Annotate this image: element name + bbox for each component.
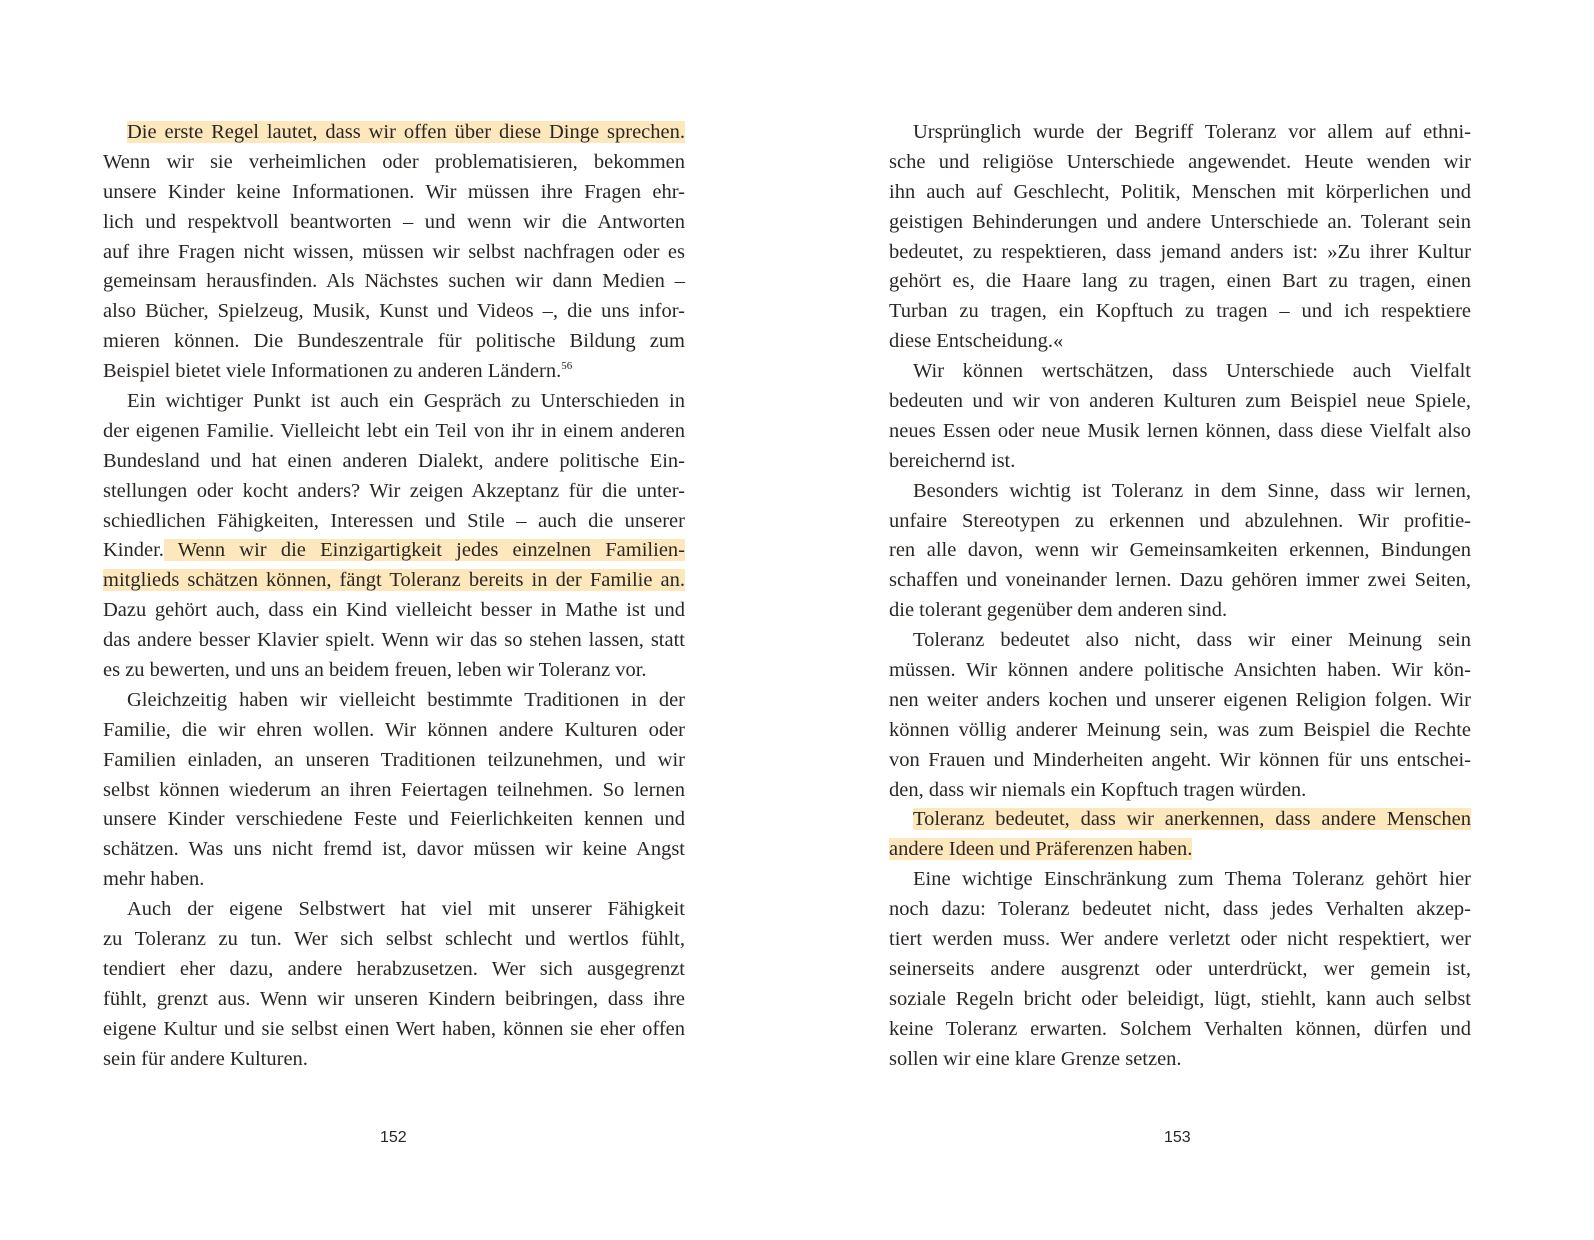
line-text: Turban zu tragen, ein Kopftuch zu tragen – und ich respektiere [889,300,1471,323]
line-text: schaffen und voneinander lernen. Dazu gehören immer zwei Seiten, [889,569,1471,592]
line-text: den, dass wir niemals ein Kopftuch tragen würden. [889,778,1307,801]
text-line [103,895,685,925]
text-line [103,746,685,776]
line-text: seinerseits andere ausgrenzt oder unterdrückt, wer gemein ist, [889,957,1471,980]
text-line [103,507,685,537]
line-text: neues Essen oder neue Musik lernen können, dass diese Vielfalt also [889,419,1471,442]
text-line [103,477,685,507]
text-line [889,746,1471,776]
line-text: von Frauen und Minderheiten angeht. Wir können für uns entschei- [889,748,1471,771]
line-text: bedeuten und wir von anderen Kulturen zum Beispiel neue Spiele, [889,390,1471,413]
line-text: müssen. Wir können andere politische Ansichten haben. Wir kön- [889,659,1471,682]
line-text: nen weiter anders kochen und unserer eigenen Religion folgen. Wir [889,688,1471,711]
line-text: tendiert eher dazu, andere herabzusetzen. Wer sich ausgegrenzt [103,957,685,980]
text-line [889,417,1471,447]
text-line [103,925,685,955]
highlighted-text: Die erste Regel lautet, dass wir offen über diese Dinge sprechen. [127,121,685,143]
text-line [889,716,1471,746]
line-text: gemeinsam herausfinden. Als Nächstes suchen wir dann Medien – [103,270,685,293]
text-line [889,507,1471,537]
line-text: unsere Kinder verschiedene Feste und Feierlichkeiten kennen und [103,808,685,831]
text-line [889,626,1471,656]
text-line [103,357,685,387]
line-text: der eigenen Familie. Vielleicht lebt ein Teil von ihr in einem anderen [103,419,685,442]
text-line [103,985,685,1015]
text-line [103,776,685,806]
text-line [103,178,685,208]
text-line [103,835,685,865]
line-text: Bundesland und hat einen anderen Dialekt, andere politische Ein- [103,449,685,472]
footnote-marker: 56 [561,360,573,373]
line-text: Beispiel bietet viele Informationen zu anderen Ländern. [103,360,562,383]
line-text: sollen wir eine klare Grenze setzen. [889,1047,1182,1070]
line-text: Familie, die wir ehren wollen. Wir können andere Kulturen oder [103,718,685,741]
line-text: bedeutet, zu respektieren, dass jemand anders ist: »Zu ihrer Kultur [889,240,1471,263]
highlighted-text: Wenn wir die Einzigartigkeit jedes einzelnen Familien- [163,539,685,562]
text-line [103,536,685,566]
highlighted-text: mitglieds schätzen können, fängt Toleranz bereits in der Familie an. [103,569,685,592]
right-page-text [889,118,1471,1075]
text-line [103,208,685,238]
line-text: Kinder. [103,539,164,562]
line-text: Familien einladen, an unseren Traditionen teilzunehmen, und wir [103,748,685,771]
line-text: Ein wichtiger Punkt ist auch ein Gespräch zu Unterschieden in [127,390,685,413]
line-text: können völlig anderer Meinung sein, was zum Beispiel die Rechte [889,718,1471,741]
line-text: Besonders wichtig ist Toleranz in dem Sinne, dass wir lernen, [913,479,1471,502]
text-line [103,716,685,746]
line-text: keine Toleranz erwarten. Solchem Verhalten können, dürfen und [889,1017,1471,1040]
text-line [889,985,1471,1015]
text-line [103,148,685,178]
page-number: 153 [1164,1129,1191,1146]
text-line [103,447,685,477]
line-text: es zu bewerten, und uns an beidem freuen, leben wir Toleranz vor. [103,659,647,682]
line-text: Eine wichtige Einschränkung zum Thema Toleranz gehört hier [913,868,1471,891]
page-number: 152 [380,1129,407,1146]
line-text: Gleichzeitig haben wir vielleicht bestimmte Traditionen in der [127,688,685,711]
text-line [889,656,1471,686]
text-line [889,357,1471,387]
text-line [889,1015,1471,1045]
text-line [889,447,1471,477]
right-page [797,0,1594,1240]
text-line [103,955,685,985]
line-text: diese Entscheidung.« [889,330,1064,353]
line-text: lich und respektvoll beantworten – und wenn wir die Antworten [103,210,685,233]
text-line [889,805,1471,835]
text-line [103,865,685,895]
line-text: selbst können wiederum an ihren Feiertagen teilnehmen. So lernen [103,778,685,801]
text-line [103,1015,685,1045]
line-text: ihn auch auf Geschlecht, Politik, Menschen mit körperlichen und [889,180,1471,203]
line-text: ren alle davon, wenn wir Gemeinsamkeiten erkennen, Bindungen [889,539,1471,562]
line-text: eigene Kultur und sie selbst einen Wert haben, können sie eher offen [103,1017,685,1040]
text-line [889,477,1471,507]
line-text: mehr haben. [103,868,205,891]
line-text: geistigen Behinderungen und andere Unterschiede an. Tolerant sein [889,210,1471,233]
line-text: unsere Kinder keine Informationen. Wir müssen ihre Fragen ehr- [103,180,685,203]
text-line [889,895,1471,925]
text-line [103,1045,685,1075]
line-text: fühlt, grenzt aus. Wenn wir unseren Kindern beibringen, dass ihre [103,987,685,1010]
text-line [889,387,1471,417]
text-line [103,626,685,656]
line-text: unfaire Stereotypen zu erkennen und abzulehnen. Wir profitie- [889,509,1471,532]
text-line [103,327,685,357]
line-text: das andere besser Klavier spielt. Wenn wir das so stehen lassen, statt [103,629,685,652]
line-text: also Bücher, Spielzeug, Musik, Kunst und Videos –, die uns infor- [103,300,685,323]
text-line [889,955,1471,985]
text-line [889,297,1471,327]
highlighted-text: Toleranz bedeutet, dass wir anerkennen, dass andere Menschen [913,808,1471,831]
text-line [889,208,1471,238]
line-text: Wenn wir sie verheimlichen oder problematisieren, bekommen [103,150,685,173]
text-line [889,327,1471,357]
text-line [889,835,1471,865]
text-line [889,1045,1471,1075]
line-text: noch dazu: Toleranz bedeutet nicht, dass jedes Verhalten akzep- [889,898,1471,921]
text-line [889,148,1471,178]
text-line [103,656,685,686]
line-text: sche und religiöse Unterschiede angewendet. Heute wenden wir [889,150,1471,173]
text-line [889,865,1471,895]
text-line [889,776,1471,806]
line-text: schiedlichen Fähigkeiten, Interessen und Stile – auch die unserer [103,509,685,532]
line-text: Dazu gehört auch, dass ein Kind vielleicht besser in Mathe ist und [103,599,685,622]
line-text: Toleranz bedeutet also nicht, dass wir einer Meinung sein [913,629,1471,652]
text-line [103,686,685,716]
text-line [103,566,685,596]
line-text: auf ihre Fragen nicht wissen, müssen wir selbst nachfragen oder es [103,240,685,263]
text-line [103,596,685,626]
line-text: Wir können wertschätzen, dass Unterschiede auch Vielfalt [913,360,1471,383]
text-line [889,238,1471,268]
text-line [889,178,1471,208]
text-line [103,267,685,297]
line-text: tiert werden muss. Wer andere verletzt oder nicht respektiert, wer [889,928,1471,951]
line-text: Auch der eigene Selbstwert hat viel mit unserer Fähigkeit [127,898,685,921]
highlighted-text: andere Ideen und Präferenzen haben. [889,838,1193,861]
text-line [889,118,1471,148]
text-line [889,925,1471,955]
line-text: stellungen oder kocht anders? Wir zeigen Akzeptanz für die unter- [103,479,685,502]
line-text: Ursprünglich wurde der Begriff Toleranz vor allem auf ethni- [913,121,1471,143]
line-text: mieren können. Die Bundeszentrale für politische Bildung zum [103,330,685,353]
line-text: schätzen. Was uns nicht fremd ist, davor müssen wir keine Angst [103,838,685,861]
text-line [103,238,685,268]
text-line [103,417,685,447]
line-text: zu Toleranz zu tun. Wer sich selbst schlecht und wertlos fühlt, [103,928,685,951]
text-line [889,596,1471,626]
text-line [103,805,685,835]
text-line [889,267,1471,297]
text-line [889,566,1471,596]
text-line [103,297,685,327]
line-text: soziale Regeln bricht oder beleidigt, lügt, stiehlt, kann auch selbst [889,987,1471,1010]
text-line [103,387,685,417]
text-line [103,118,685,148]
text-line [889,536,1471,566]
line-text: gehört es, die Haare lang zu tragen, einen Bart zu tragen, einen [889,270,1471,293]
line-text: die tolerant gegenüber dem anderen sind. [889,599,1228,622]
line-text: bereichernd ist. [889,449,1016,472]
left-page-text [103,118,685,1075]
line-text: sein für andere Kulturen. [103,1047,308,1070]
text-line [889,686,1471,716]
